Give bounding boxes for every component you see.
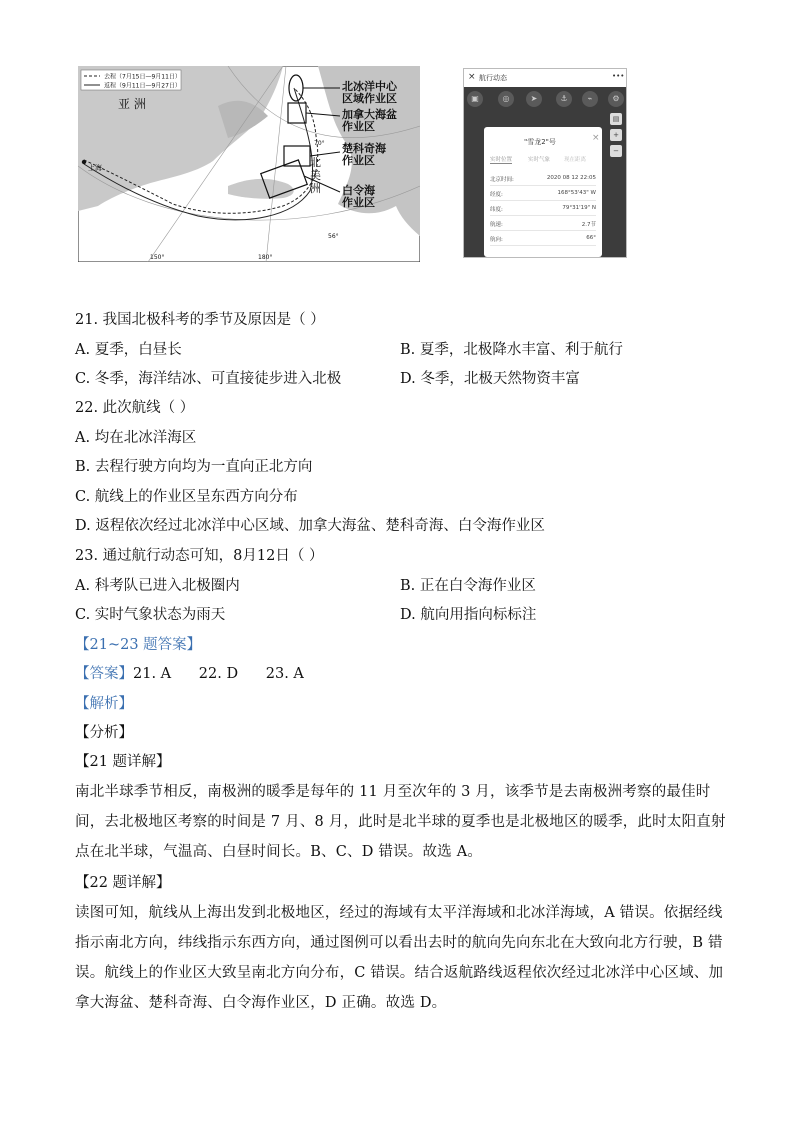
popup-title: "雪龙2"号 bbox=[524, 138, 556, 146]
app-title: 航行动态 bbox=[479, 74, 507, 82]
q23-option-b: B. 正在白令海作业区 bbox=[400, 578, 536, 594]
navigation-app-screenshot bbox=[463, 68, 627, 258]
q22-option-b: B. 去程行驶方向均为一直向正北方向 bbox=[75, 459, 313, 475]
layer-icon[interactable]: ▣ bbox=[467, 91, 483, 107]
route-icon[interactable]: ⌁ bbox=[582, 91, 598, 107]
more-icon[interactable]: ••• bbox=[612, 72, 625, 80]
label-arctic-1: 北冰洋中心 bbox=[342, 80, 397, 93]
label-canada-1: 加拿大海盆 bbox=[342, 108, 397, 121]
label-asia: 亚 洲 bbox=[118, 97, 146, 111]
q23-option-d: D. 航向用指向标标注 bbox=[400, 607, 537, 623]
locate-icon[interactable]: ◎ bbox=[498, 91, 514, 107]
app-header bbox=[464, 69, 626, 87]
q21-explanation-header: 【21 题详解】 bbox=[75, 754, 171, 770]
label-bering-1: 白令海 bbox=[342, 184, 375, 197]
q21-option-d: D. 冬季，北极天然物资丰富 bbox=[400, 371, 580, 387]
ship-info-popup bbox=[484, 127, 602, 257]
label-chukchi-2: 作业区 bbox=[342, 154, 375, 167]
label-na-1: 北 bbox=[310, 156, 321, 169]
popup-close-icon[interactable]: × bbox=[592, 133, 600, 143]
label-bering-2: 作业区 bbox=[342, 196, 375, 209]
answer-values: 21. A 22. D 23. A bbox=[133, 666, 304, 682]
label-arctic-2: 区域作业区 bbox=[342, 92, 397, 105]
label-lon-150: 150° bbox=[150, 254, 165, 261]
label-lat-56: 56° bbox=[328, 233, 339, 240]
arctic-route-map bbox=[78, 66, 420, 262]
settings-icon[interactable]: ⚙ bbox=[608, 91, 624, 107]
tab-realtime-position[interactable]: 实时位置 bbox=[490, 157, 513, 163]
label-lon-180: 180° bbox=[258, 254, 273, 261]
close-icon[interactable]: × bbox=[468, 72, 476, 82]
legend-outbound: 去程（7月15日—9月11日） bbox=[104, 73, 181, 81]
label-lat-70: 70° bbox=[314, 140, 325, 147]
q23-option-c: C. 实时气象状态为雨天 bbox=[75, 607, 226, 623]
info-row-time: 北京时间: 2020 08 12 22:05 bbox=[490, 172, 596, 186]
label-canada-2: 作业区 bbox=[342, 120, 375, 133]
info-row-speed: 航速: 2.7节 bbox=[490, 217, 596, 231]
analysis-label: 【解析】 bbox=[75, 696, 133, 712]
q23-option-a: A. 科考队已进入北极圈内 bbox=[75, 578, 240, 594]
answer-section-header: 【21~23 题答案】 bbox=[75, 637, 202, 653]
answer-label: 【答案】 bbox=[75, 666, 133, 682]
q22-explanation-text: 读图可知，航线从上海出发到北极地区，经过的海域有太平洋海域和北冰洋海域，A 错误。依据经线指示南北方向，纬线指示东西方向，通过图例可以看出去时的航向先向东北在大致向北方行驶，B 错误。航线上的作业区大致呈南北方向分布，C 错误。结合返航路线返程依次经过北冰洋中心区域、加拿大海盆、楚科奇海、白令海作业区，D 正确。故选 D。 bbox=[75, 905, 724, 1011]
q22-explanation-header: 【22 题详解】 bbox=[75, 875, 171, 891]
legend-return: 返程（9月11日—9月27日） bbox=[104, 82, 181, 90]
q21-option-b: B. 夏季，北极降水丰富、利于航行 bbox=[400, 342, 623, 358]
compass-icon[interactable]: ➤ bbox=[526, 91, 542, 107]
q21-option-c: C. 冬季，海洋结冰、可直接徒步进入北极 bbox=[75, 371, 342, 387]
label-na-3: 洲 bbox=[310, 182, 321, 195]
info-row-latitude: 纬度: 79°31'19" N bbox=[490, 202, 596, 216]
q22-option-c: C. 航线上的作业区呈东西方向分布 bbox=[75, 489, 298, 505]
q22-option-d: D. 返程依次经过北冰洋中心区域、加拿大海盆、楚科奇海、白令海作业区 bbox=[75, 518, 545, 534]
q22-option-a: A. 均在北冰洋海区 bbox=[75, 430, 197, 446]
answer-row bbox=[75, 664, 304, 684]
side-tool-icon[interactable]: ▤ bbox=[610, 113, 622, 125]
zoom-out-icon[interactable]: − bbox=[610, 145, 622, 157]
zoom-in-icon[interactable]: + bbox=[610, 129, 622, 141]
q21-explanation-text: 南北半球季节相反，南极洲的暖季是每年的 11 月至次年的 3 月，该季节是去南极洲考察的最佳时间，去北极地区考察的时间是 7 月、8 月，此时是北半球的夏季也是北极地区的暖季，此时太阳直射点在北半球，气温高、白昼时间长。B、C、D 错误。故选 A。 bbox=[75, 784, 726, 860]
q23-stem: 23. 通过航行动态可知，8月12日（ ） bbox=[75, 548, 324, 564]
info-row-heading: 航向: 66° bbox=[490, 232, 596, 246]
label-shanghai: 上海 bbox=[88, 164, 102, 172]
fenxi-label: 【分析】 bbox=[75, 725, 133, 741]
q21-stem: 21. 我国北极科考的季节及原因是（ ） bbox=[75, 312, 325, 328]
q22-stem: 22. 此次航线（ ） bbox=[75, 400, 195, 416]
label-chukchi-1: 楚科奇海 bbox=[342, 142, 386, 155]
tab-realtime-weather[interactable]: 实时气象 bbox=[528, 157, 551, 163]
ship-icon[interactable]: ⚓ bbox=[556, 91, 572, 107]
app-map-view[interactable] bbox=[464, 87, 626, 257]
info-row-longitude: 经度: 168°53'43" W bbox=[490, 187, 596, 201]
tab-distance[interactable]: 现在距离 bbox=[564, 157, 587, 163]
label-na-2: 美 bbox=[310, 169, 321, 182]
q21-option-a: A. 夏季，白昼长 bbox=[75, 342, 182, 358]
